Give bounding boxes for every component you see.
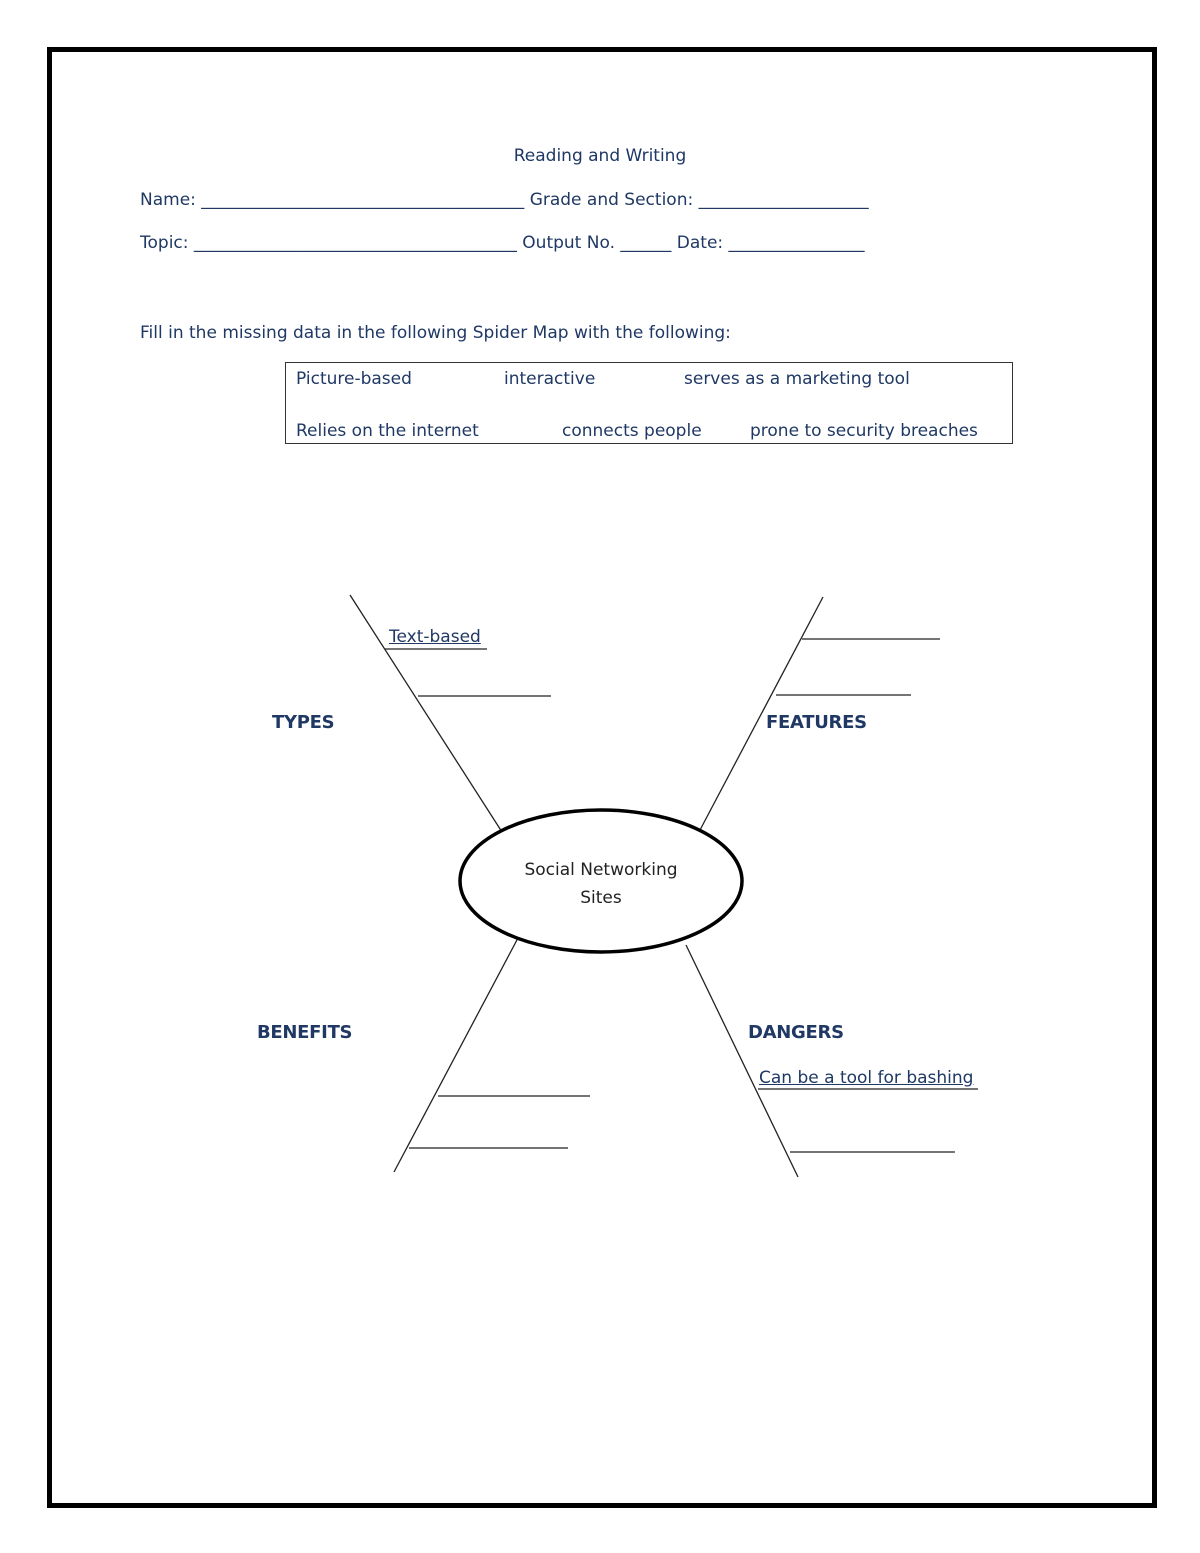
instruction-text: Fill in the missing data in the following Spider Map with the following: (140, 323, 731, 343)
topic-output-date-row: Topic: ______________________________________ Output No. ______ Date: ________________ (140, 233, 865, 253)
option-security-breaches: prone to security breaches (750, 421, 978, 441)
types-example: Text-based (389, 627, 481, 647)
dangers-leg (686, 945, 798, 1177)
option-relies-on-internet: Relies on the internet (296, 421, 479, 441)
benefits-label: BENEFITS (257, 1022, 353, 1043)
option-picture-based: Picture-based (296, 369, 412, 389)
dangers-label: DANGERS (748, 1022, 844, 1043)
types-label: TYPES (272, 712, 335, 733)
benefits-leg (394, 938, 518, 1172)
option-marketing-tool: serves as a marketing tool (684, 369, 910, 389)
dangers-example: Can be a tool for bashing (759, 1068, 974, 1088)
features-label: FEATURES (766, 712, 867, 733)
option-interactive: interactive (504, 369, 596, 389)
center-label-line-1: Social Networking (524, 860, 678, 880)
center-label-line-2: Sites (580, 888, 622, 908)
option-connects-people: connects people (562, 421, 702, 441)
worksheet-title: Reading and Writing (513, 146, 687, 166)
name-grade-section-row: Name: ______________________________________ Grade and Section: ____________________ (140, 190, 869, 210)
